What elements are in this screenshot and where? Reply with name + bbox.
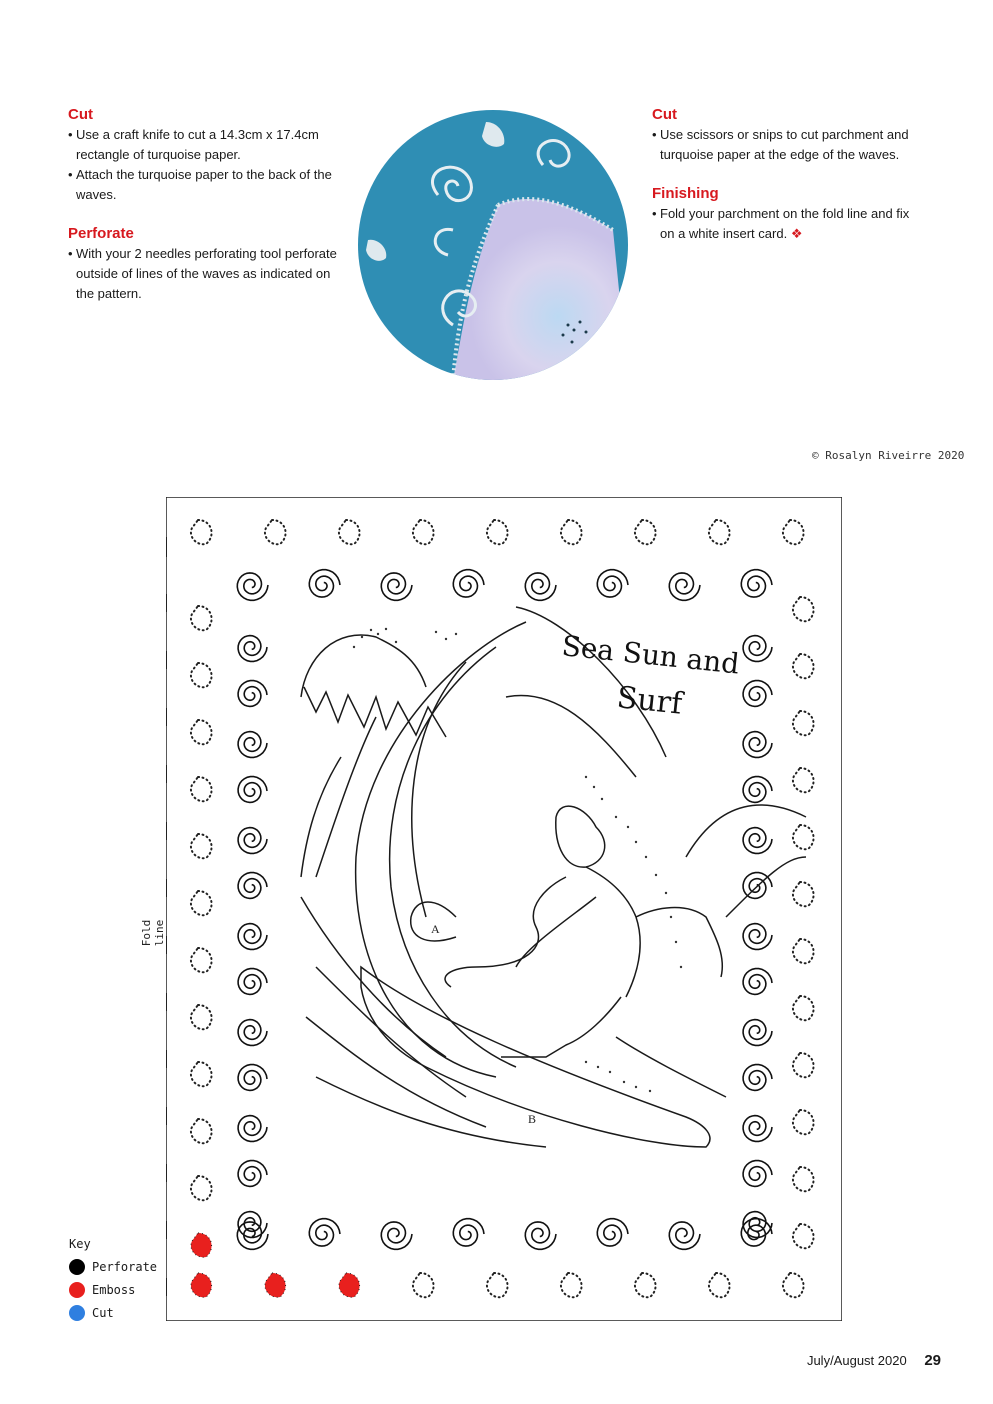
label-b: B <box>528 1112 537 1126</box>
cut-dot-icon <box>69 1305 85 1321</box>
right-instructions <box>652 105 922 263</box>
list-item: • Attach the turquoise paper to the back of the waves. <box>68 167 332 202</box>
photo-illustration <box>358 110 628 380</box>
list-item: • Use a craft knife to cut a 14.3cm x 17.4cm rectangle of turquoise paper. <box>68 127 319 162</box>
list-item: • Use scissors or snips to cut parchment and turquoise paper at the edge of the waves. <box>652 127 909 162</box>
list-item: • Fold your parchment on the fold line and fix on a white insert card. ❖ <box>652 206 910 241</box>
key-title: Key <box>69 1237 91 1251</box>
perforate-list <box>68 244 338 304</box>
perforate-dot-icon <box>69 1259 85 1275</box>
key-item-cut <box>69 1301 157 1324</box>
cut-heading-right: Cut <box>652 106 677 123</box>
key-label: Cut <box>92 1305 114 1320</box>
perforate-heading: Perforate <box>68 225 134 242</box>
key-label: Perforate <box>92 1259 158 1274</box>
detail-photo <box>358 110 628 380</box>
cut-list <box>68 125 338 205</box>
left-instructions <box>68 105 338 323</box>
key-item-emboss <box>69 1278 157 1301</box>
key-legend <box>69 1237 157 1324</box>
page-footer <box>807 1352 941 1369</box>
copyright: © Rosalyn Riveirre 2020 <box>812 449 965 462</box>
key-label: Emboss <box>92 1282 136 1297</box>
label-a: A <box>431 922 440 936</box>
issue-date: July/August 2020 <box>806 1353 907 1368</box>
end-mark-icon: ❖ <box>790 226 803 241</box>
finishing-heading: Finishing <box>652 185 719 202</box>
pattern-title-line2: Surf <box>615 680 684 722</box>
list-item: • With your 2 needles perforating tool perforate outside of lines of the waves as indicated on the pattern. <box>68 246 337 301</box>
fold-line-label: Fold line <box>140 919 166 947</box>
finishing-list <box>652 204 922 244</box>
emboss-dot-icon <box>69 1282 85 1298</box>
cut-heading: Cut <box>68 106 93 123</box>
pattern-title-line1: Sea Sun and <box>560 629 741 681</box>
page-number: 29 <box>924 1352 941 1369</box>
cut-list-right <box>652 125 922 165</box>
key-item-perforate <box>69 1255 157 1278</box>
pattern-drawing <box>166 497 842 1321</box>
